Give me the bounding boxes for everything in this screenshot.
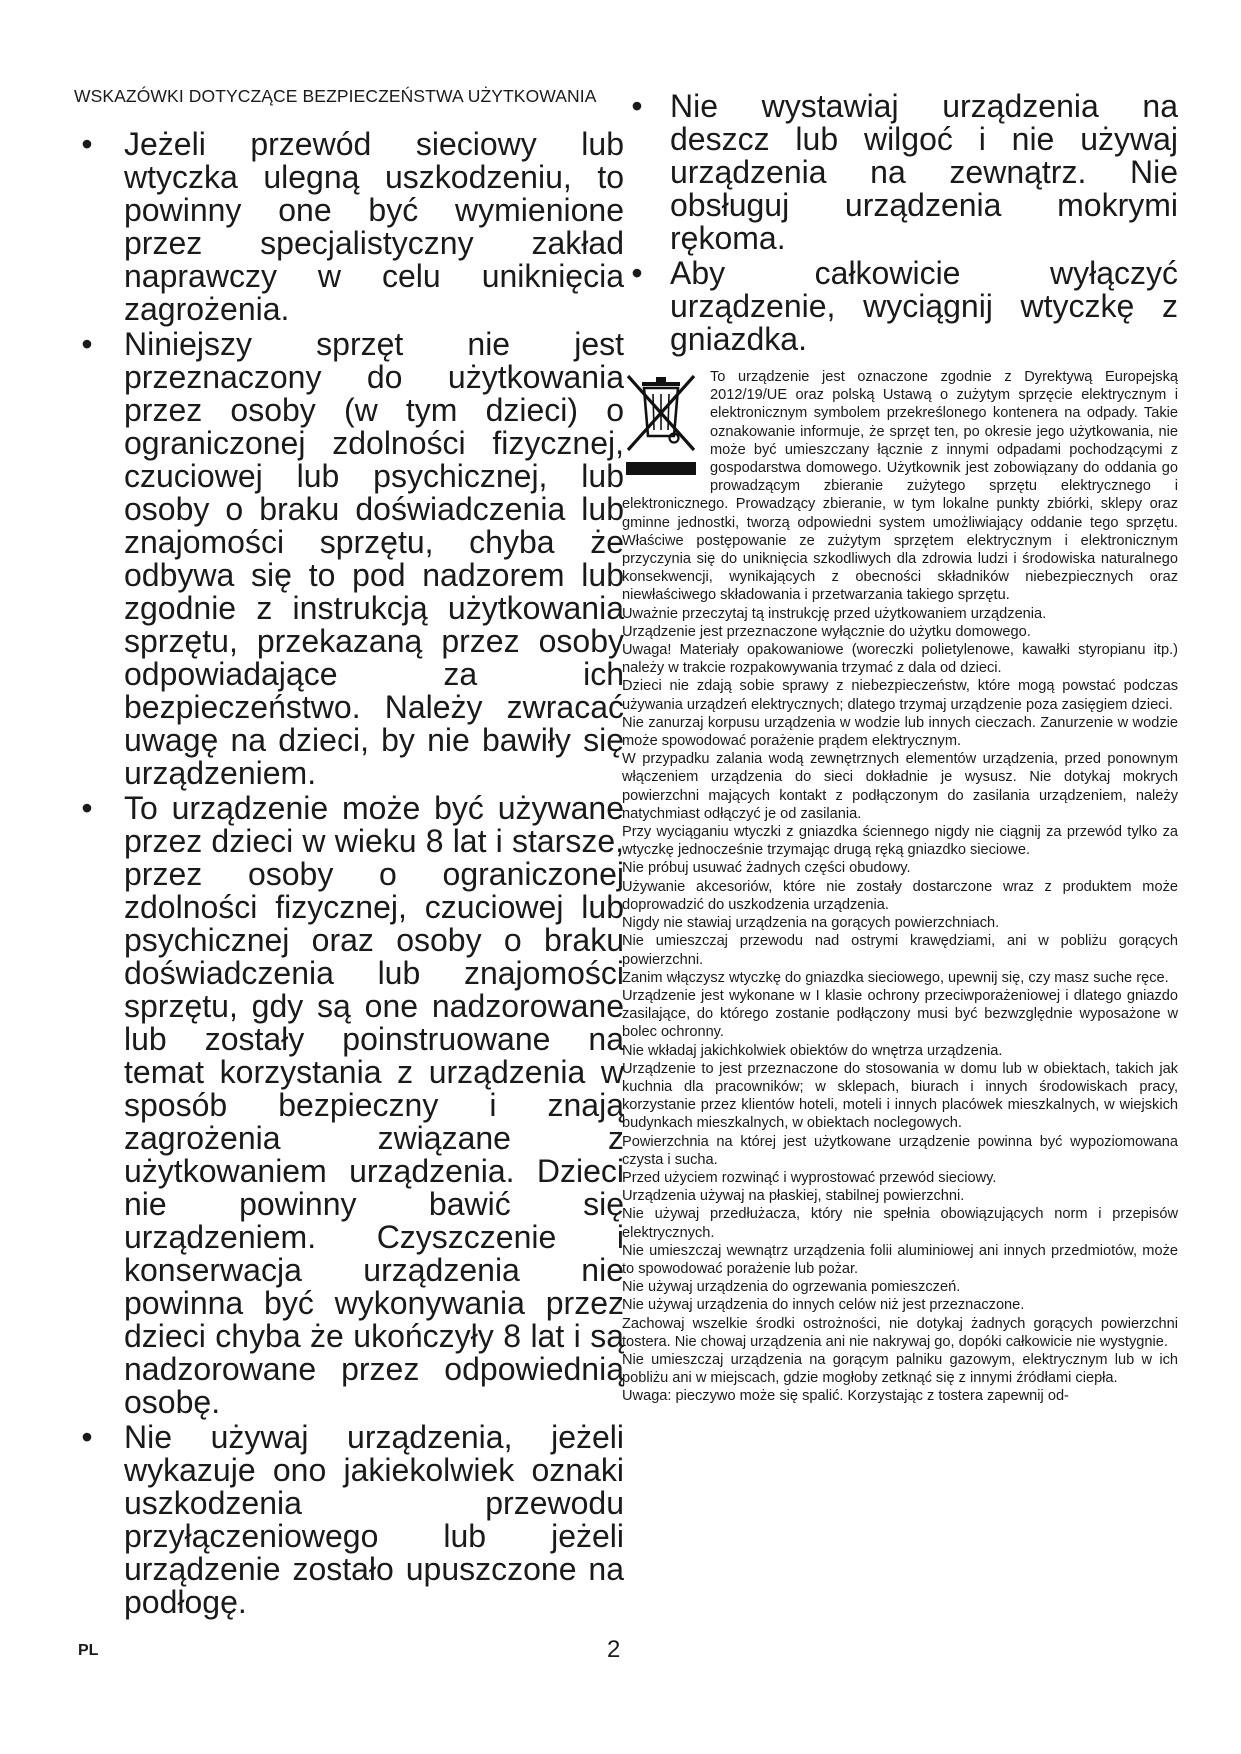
list-item-text: Jeżeli przewód sieciowy lub wtyczka ulegną uszkodzeniu, to powinny one być wymienione przez specjalistyczny zakład naprawczy w celu uniknięcia zagrożenia. <box>124 126 624 327</box>
instruction-paragraph: Nie umieszczaj wewnątrz urządzenia folii aluminiowej ani innych przedmiotów, może to spowodować porażenie lub pożar. <box>622 1242 1178 1277</box>
instruction-paragraph: Nie wkładaj jakichkolwiek obiektów do wnętrza urządzenia. <box>622 1042 1003 1059</box>
instruction-paragraph: Urządzenie jest wykonane w I klasie ochrony przeciwporażeniowej i dlatego gniazdo zasilające, do którego zostanie podłączony musi być bezwzględnie wyposażone w bolec ochronny. <box>622 987 1178 1041</box>
instruction-paragraph: Urządzenia używaj na płaskiej, stabilnej powierzchni. <box>622 1188 965 1205</box>
instruction-paragraph: Nie próbuj usuwać żadnych części obudowy. <box>622 860 911 877</box>
instruction-paragraph: Uwaga: pieczywo może się spalić. Korzystając z tostera zapewnij od- <box>622 1388 1069 1405</box>
bullet-icon: • <box>81 790 93 826</box>
bullet-icon: • <box>81 126 93 162</box>
instruction-paragraph: Dzieci nie zdają sobie sprawy z niebezpieczeństw, które mogą powstać podczas używania urządzeń elektrycznych; dlatego trzymaj urządzenie poza zasięgiem dzieci. <box>622 678 1178 713</box>
bullet-icon: • <box>631 255 643 291</box>
instruction-paragraph: Nie umieszczaj urządzenia na gorącym palniku gazowym, elektrycznym lub w ich pobliżu ani w miejscach, gdzie mogłoby zetknąć się z innymi źródłami ciepła. <box>622 1351 1178 1387</box>
list-item-text: Aby całkowicie wyłączyć urządzenie, wyciągnij wtyczkę z gniazdka. <box>670 255 1178 357</box>
bullet-icon: • <box>81 1419 93 1455</box>
list-item <box>64 792 624 1419</box>
instruction-paragraph: Nie używaj przedłużacza, który nie spełnia obowiązujących norm i przepisów elektrycznych. <box>622 1206 1178 1241</box>
list-item-text: Nie używaj urządzenia, jeżeli wykazuje ono jakiekolwiek oznaki uszkodzenia przewodu przyłączeniowego lub jeżeli urządzenie zostało upuszczone na podłogę. <box>124 1419 624 1620</box>
section-title: WSKAZÓWKI DOTYCZĄCE BEZPIECZEŃSTWA UŻYTKOWANIA <box>74 86 597 106</box>
instruction-paragraph: Nie umieszczaj przewodu nad ostrymi krawędziami, ani w pobliżu gorących powierzchni. <box>622 933 1178 968</box>
list-item-text: Nie wystawiaj urządzenia na deszcz lub wilgoć i nie używaj urządzenia na zewnątrz. Nie obsługuj urządzenia mokrymi rękoma. <box>670 88 1178 256</box>
list-item <box>64 1421 624 1619</box>
page-number: 2 <box>607 1636 621 1663</box>
safety-warnings-list-continued <box>622 90 1178 356</box>
bullet-icon: • <box>81 326 93 362</box>
instruction-paragraph: Urządzenie to jest przeznaczone do stosowania w domu lub w obiektach, takich jak kuchnia dla pracowników; w sklepach, biurach i innych środowiskach pracy, korzystanie przez klientów hoteli, moteli i innych placówek mieszkalnych, w wiejskich budynkach mieszkalnych, w obiektach noclegowych. <box>622 1060 1178 1132</box>
safety-instructions <box>622 605 1178 1406</box>
safety-warnings-list <box>64 128 624 1619</box>
list-item-text: To urządzenie może być używane przez dzieci w wieku 8 lat i starsze, przez osoby o ograniczonej zdolności fizycznej, czuciowej lub psychicznej oraz osoby o braku doświadczenia lub znajomości sprzętu, gdy są one nadzorowane lub zostały poinstruowane na temat korzystania z urządzenia w sposób bezpieczny i znają zagrożenia związane z użytkowaniem urządzenia. Dzieci nie powinny bawić się urządzeniem. Czyszczenie i konserwacja urządzenia nie powinna być wykonywania przez dzieci chyba że ukończyły 8 lat i są nadzorowane przez odpowiednią osobę. <box>124 790 624 1420</box>
weee-text: To urządzenie jest oznaczone zgodnie z Dyrektywą Europejską 2012/19/UE oraz polską Ustawą o zużytym sprzęcie elektrycznym i elektronicznym symbolem przekreślonego kontenera na odpady. Takie oznakowanie informuje, że sprzęt ten, po okresie jego użytkowania, nie może być umieszczany łącznie z innymi odpadami pochodzącymi z gospodarstwa domowego. Użytkownik jest zobowiązany do oddania go prowadzącym zbieranie zużytego sprzętu elektrycznego i elektronicznego. Prowadzący zbieranie, w tym lokalne punkty zbiórki, sklepy oraz gminne jednostki, tworzą odpowiedni system umożliwiający oddanie tego sprzętu. Właściwe postępowanie ze zużytym sprzętem elektrycznym i elektronicznym przyczynia się do uniknięcia szkodliwych dla zdrowia ludzi i środowiska naturalnego konsekwencji, wynikających z obecności składników niebezpiecznych oraz niewłaściwego składowania i przetwarzania takiego sprzętu. <box>622 369 1178 604</box>
list-item <box>64 128 624 326</box>
instruction-paragraph: W przypadku zalania wodą zewnętrznych elementów urządzenia, przed ponownym włączeniem urządzenia do sieci dokładnie je wysusz. Nie dotykaj mokrych powierzchni mających kontakt z podłączonym do zasilania urządzeniem, należy natychmiast odłączyć je od zasilania. <box>622 751 1178 822</box>
bullet-icon: • <box>631 88 643 124</box>
instruction-paragraph: Nigdy nie stawiaj urządzenia na gorących powierzchniach. <box>622 915 1000 932</box>
right-column <box>622 90 1178 1406</box>
list-item <box>622 257 1178 356</box>
instruction-paragraph: Nie używaj urządzenia do ogrzewania pomieszczeń. <box>622 1279 961 1296</box>
instruction-paragraph: Zanim włączysz wtyczkę do gniazdka sieciowego, upewnij się, czy masz suche ręce. <box>622 969 1169 986</box>
instruction-paragraph: Urządzenie jest przeznaczone wyłącznie do użytku domowego. <box>622 623 1031 640</box>
instruction-paragraph: Zachowaj wszelkie środki ostrożności, nie dotykaj żadnych gorących powierzchni tostera. Nie chowaj urządzenia ani nie nakrywaj go, dopóki całkowicie nie wystygnie. <box>622 1315 1178 1350</box>
instruction-paragraph: Uwaga! Materiały opakowaniowe (woreczki polietylenowe, kawałki styropianu itp.) należy w trakcie rozpakowywania trzymać z dala od dzieci. <box>622 642 1178 677</box>
instruction-paragraph: Przy wyciąganiu wtyczki z gniazdka ściennego nigdy nie ciągnij za przewód tylko za wtyczkę jednocześnie trzymając drugą ręką gniazdko sieciowe. <box>622 824 1178 859</box>
instruction-paragraph: Używanie akcesoriów, które nie zostały dostarczone wraz z produktem może doprowadzić do uszkodzenia urządzenia. <box>622 878 1178 913</box>
weee-notice <box>622 368 1178 605</box>
instruction-paragraph: Nie zanurzaj korpusu urządzenia w wodzie lub innych cieczach. Zanurzenie w wodzie może spowodować porażenie prądem elektrycznym. <box>622 714 1178 750</box>
instruction-paragraph: Uważnie przeczytaj tą instrukcję przed użytkowaniem urządzenia. <box>622 605 1047 622</box>
list-item <box>64 328 624 790</box>
instruction-paragraph: Powierzchnia na której jest użytkowane urządzenie powinna być wypoziomowana czysta i sucha. <box>622 1133 1178 1168</box>
crossed-out-wheeled-bin-icon <box>622 370 700 480</box>
list-item <box>622 90 1178 255</box>
instruction-paragraph: Nie używaj urządzenia do innych celów niż jest przeznaczone. <box>622 1297 1025 1314</box>
left-column <box>64 128 624 1621</box>
list-item-text: Niniejszy sprzęt nie jest przeznaczony do użytkowania przez osoby (w tym dzieci) o ograniczonej zdolności fizycznej, czuciowej lub psychicznej, lub osoby o braku doświadczenia lub znajomości sprzętu, chyba że odbywa się to pod nadzorem lub zgodnie z instrukcją użytkowania sprzętu, przekazaną przez osoby odpowiadające za ich bezpieczeństwo. Należy zwracać uwagę na dzieci, by nie bawiły się urządzeniem. <box>124 326 624 791</box>
language-code: PL <box>78 1642 99 1659</box>
instruction-paragraph: Przed użyciem rozwinąć i wyprostować przewód sieciowy. <box>622 1169 997 1186</box>
